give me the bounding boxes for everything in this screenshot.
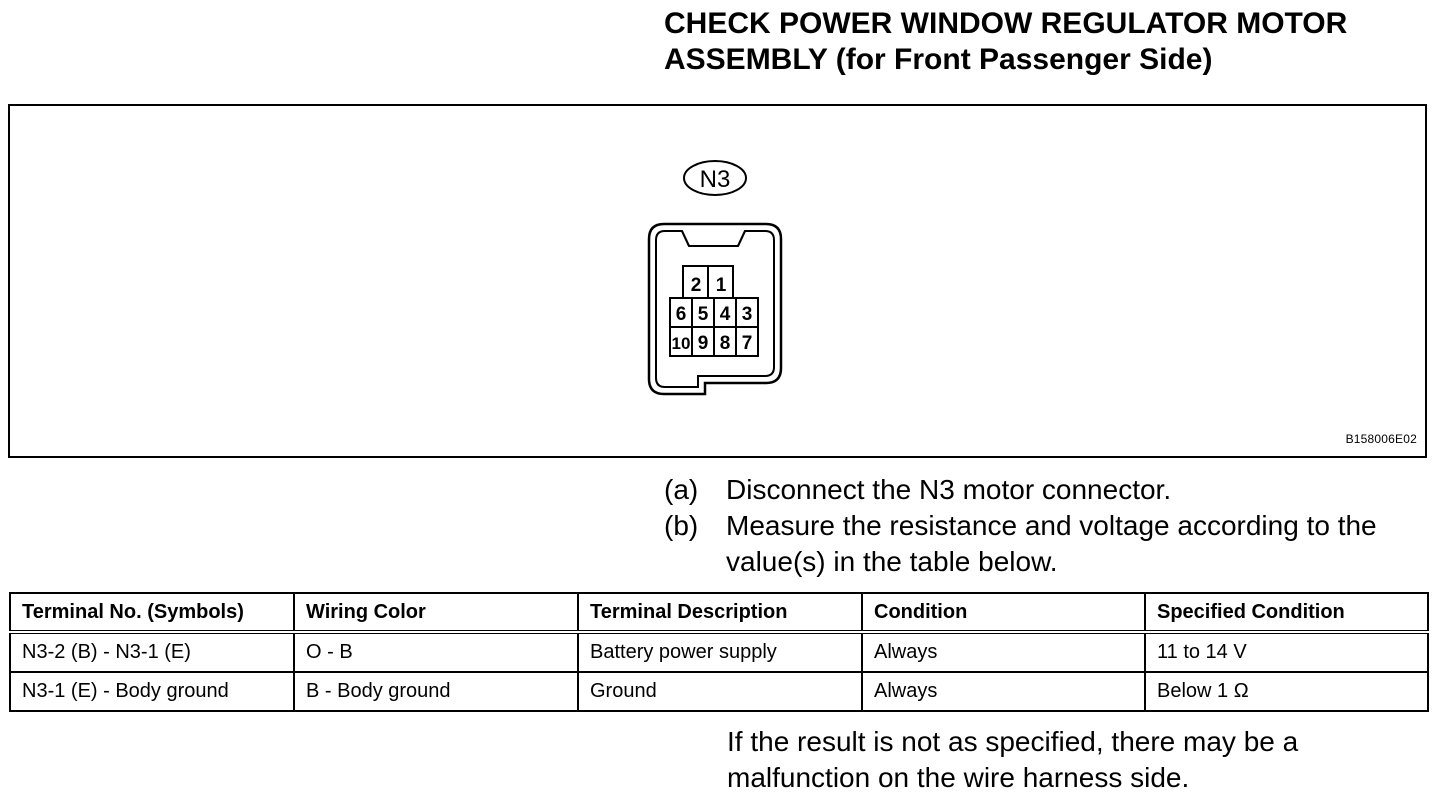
step-mark: (b) [664, 510, 699, 541]
page-title [664, 6, 1444, 78]
step-text: Measure the resistance and voltage according to the value(s) in the table below. [726, 510, 1377, 577]
terminal-7: 7 [741, 333, 753, 354]
step-mark: (a) [664, 474, 699, 505]
cell-terminal-description: Ground [578, 672, 862, 711]
header-wiring-color: Wiring Color [294, 593, 578, 632]
terminal-3: 3 [741, 304, 753, 325]
cell-specified-condition: 11 to 14 V [1145, 632, 1428, 672]
cell-condition: Always [862, 632, 1145, 672]
header-condition: Condition [862, 593, 1145, 632]
header-terminal-no: Terminal No. (Symbols) [10, 593, 294, 632]
table-row [10, 632, 1428, 672]
cell-wiring-color: B - Body ground [294, 672, 578, 711]
figure-id: B158006E02 [1345, 432, 1417, 446]
cell-wiring-color: O - B [294, 632, 578, 672]
terminal-1: 1 [715, 275, 727, 296]
title-line-2: ASSEMBLY (for Front Passenger Side) [664, 43, 1213, 76]
table-row [10, 672, 1428, 711]
connector-label: N3 [699, 166, 731, 193]
terminal-9: 9 [697, 333, 709, 354]
header-terminal-description: Terminal Description [578, 593, 862, 632]
step-text: Disconnect the N3 motor connector. [726, 474, 1172, 505]
terminal-10: 10 [671, 334, 691, 353]
specification-table [9, 592, 1429, 712]
header-specified-condition: Specified Condition [1145, 593, 1428, 632]
cell-specified-condition: Below 1 Ω [1145, 672, 1428, 711]
result-note: If the result is not as specified, there may be a malfunction on the wire harness side. [727, 726, 1299, 793]
title-line-1: CHECK POWER WINDOW REGULATOR MOTOR [664, 7, 1348, 40]
cell-terminal-description: Battery power supply [578, 632, 862, 672]
table-header-row [10, 593, 1428, 632]
step-b [664, 508, 1444, 580]
procedure-steps [664, 472, 1444, 580]
terminal-8: 8 [719, 333, 731, 354]
cell-terminal-no: N3-2 (B) - N3-1 (E) [10, 632, 294, 672]
latch-tick-right [738, 231, 745, 246]
terminal-4: 4 [719, 304, 731, 325]
connector-diagram [10, 106, 1425, 456]
terminal-5: 5 [697, 304, 709, 325]
terminal-2: 2 [690, 275, 702, 296]
terminal-6: 6 [675, 304, 687, 325]
cell-terminal-no: N3-1 (E) - Body ground [10, 672, 294, 711]
step-a [664, 472, 1444, 508]
cell-condition: Always [862, 672, 1145, 711]
latch-tick-left [682, 231, 689, 246]
connector-figure [8, 104, 1427, 458]
